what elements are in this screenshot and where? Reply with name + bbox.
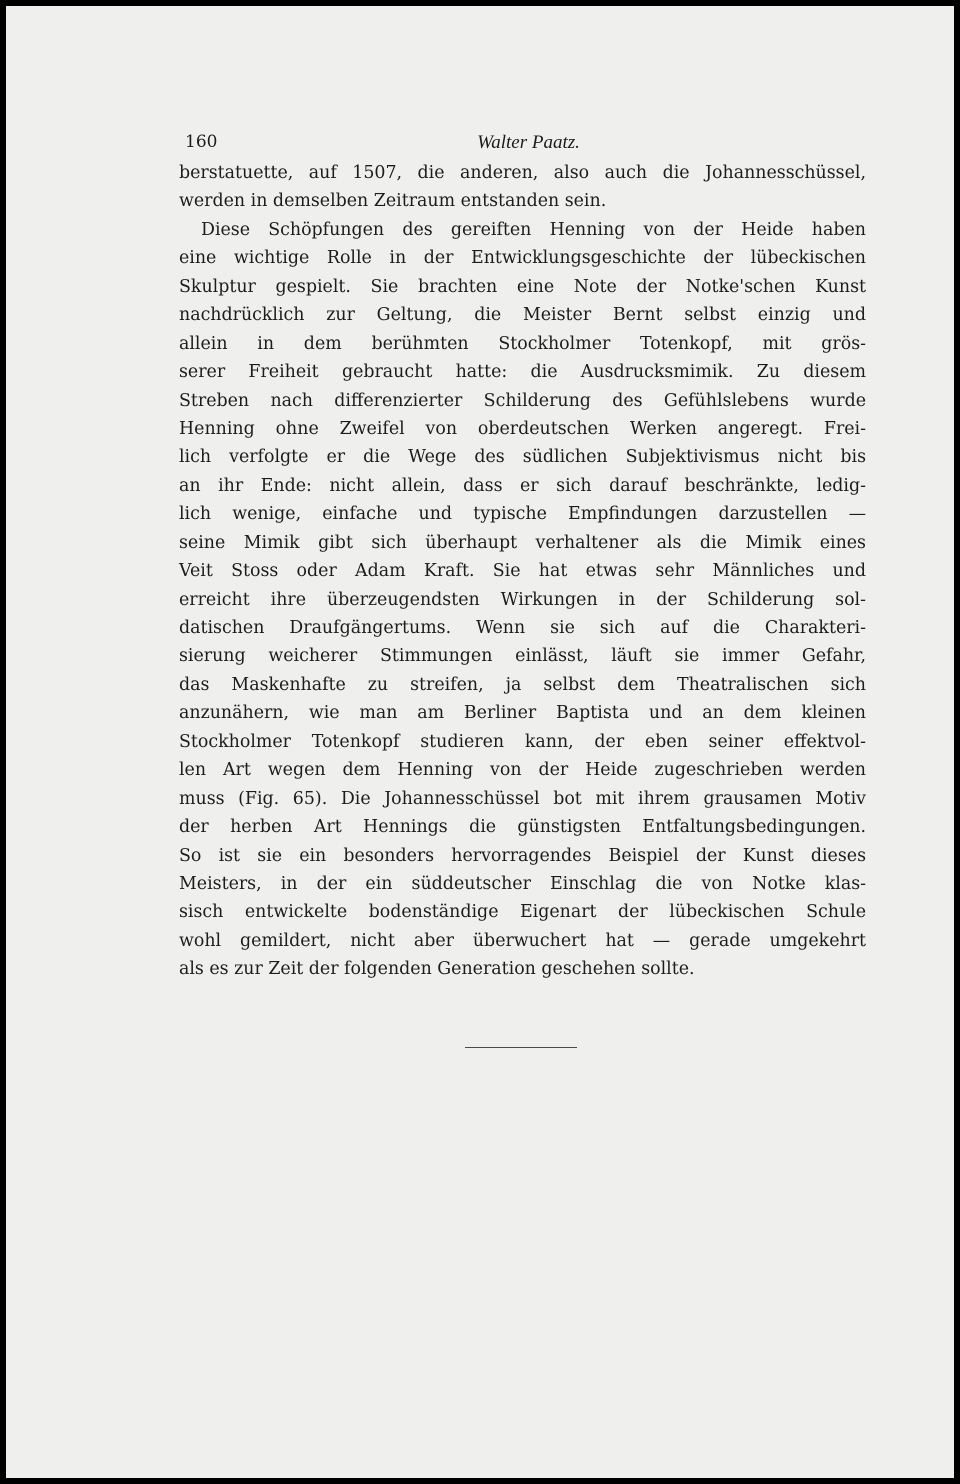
text-line: berstatuette, auf 1507, die anderen, also auch die Johannesschüssel, [179, 163, 866, 183]
text-line: allein in dem berühmten Stockholmer Totenkopf, mit grös- [179, 333, 866, 354]
text-line: werden in demselben Zeitraum entstanden sein. [179, 191, 607, 212]
text-line: Veit Stoss oder Adam Kraft. Sie hat etwas sehr Männliches und [179, 561, 866, 582]
text-line: eine wichtige Rolle in der Entwicklungsgeschichte der lübeckischen [179, 248, 866, 269]
text-line: an ihr Ende: nicht allein, dass er sich darauf beschränkte, ledig- [179, 475, 866, 496]
text-line: So ist sie ein besonders hervorragendes Beispiel der Kunst dieses [179, 845, 866, 866]
text-line: Diese Schöpfungen des gereiften Henning von der Heide haben [201, 219, 866, 240]
text-line: anzunähern, wie man am Berliner Baptista und an dem kleinen [179, 703, 866, 724]
text-line: Henning ohne Zweifel von oberdeutschen Werken angeregt. Frei- [179, 418, 866, 439]
text-line: Streben nach differenzierter Schilderung des Gefühlslebens wurde [179, 390, 866, 411]
text-line: Meisters, in der ein süddeutscher Einschlag die von Notke klas- [179, 873, 866, 894]
text-line: muss (Fig. 65). Die Johannesschüssel bot mit ihrem grausamen Motiv [179, 788, 866, 809]
text-line: len Art wegen dem Henning von der Heide zugeschrieben werden [179, 760, 866, 781]
text-line: lich verfolgte er die Wege des südlichen Subjektivismus nicht bis [179, 447, 866, 468]
text-line: seine Mimik gibt sich überhaupt verhaltener als die Mimik eines [179, 532, 866, 553]
text-line: der herben Art Hennings die günstigsten Entfaltungsbedingungen. [179, 817, 866, 838]
text-line: sierung weicherer Stimmungen einlässt, läuft sie immer Gefahr, [179, 646, 866, 667]
text-line: serer Freiheit gebraucht hatte: die Ausdrucksmimik. Zu diesem [179, 362, 866, 383]
page-header [185, 132, 872, 158]
text-line: sisch entwickelte bodenständige Eigenart der lübeckischen Schule [179, 902, 866, 923]
section-end-rule [465, 1047, 577, 1048]
page-number: 160 [185, 132, 218, 152]
text-line: wohl gemildert, nicht aber überwuchert hat — gerade umgekehrt [179, 930, 866, 951]
text-line: nachdrücklich zur Geltung, die Meister Bernt selbst einzig und [179, 305, 866, 326]
text-line: Skulptur gespielt. Sie brachten eine Note der Notke'schen Kunst [179, 276, 866, 297]
text-line: erreicht ihre überzeugendsten Wirkungen in der Schilderung sol- [179, 589, 866, 610]
running-head: Walter Paatz. [477, 132, 580, 153]
text-line: Stockholmer Totenkopf studieren kann, der eben seiner effektvol- [179, 731, 866, 752]
text-line: lich wenige, einfache und typische Empfindungen darzustellen — [179, 504, 866, 525]
text-line: als es zur Zeit der folgenden Generation geschehen sollte. [179, 959, 695, 980]
text-line: das Maskenhafte zu streifen, ja selbst dem Theatralischen sich [179, 674, 866, 695]
body-text [179, 159, 866, 984]
text-line: datischen Draufgängertums. Wenn sie sich auf die Charakteri- [179, 618, 866, 638]
